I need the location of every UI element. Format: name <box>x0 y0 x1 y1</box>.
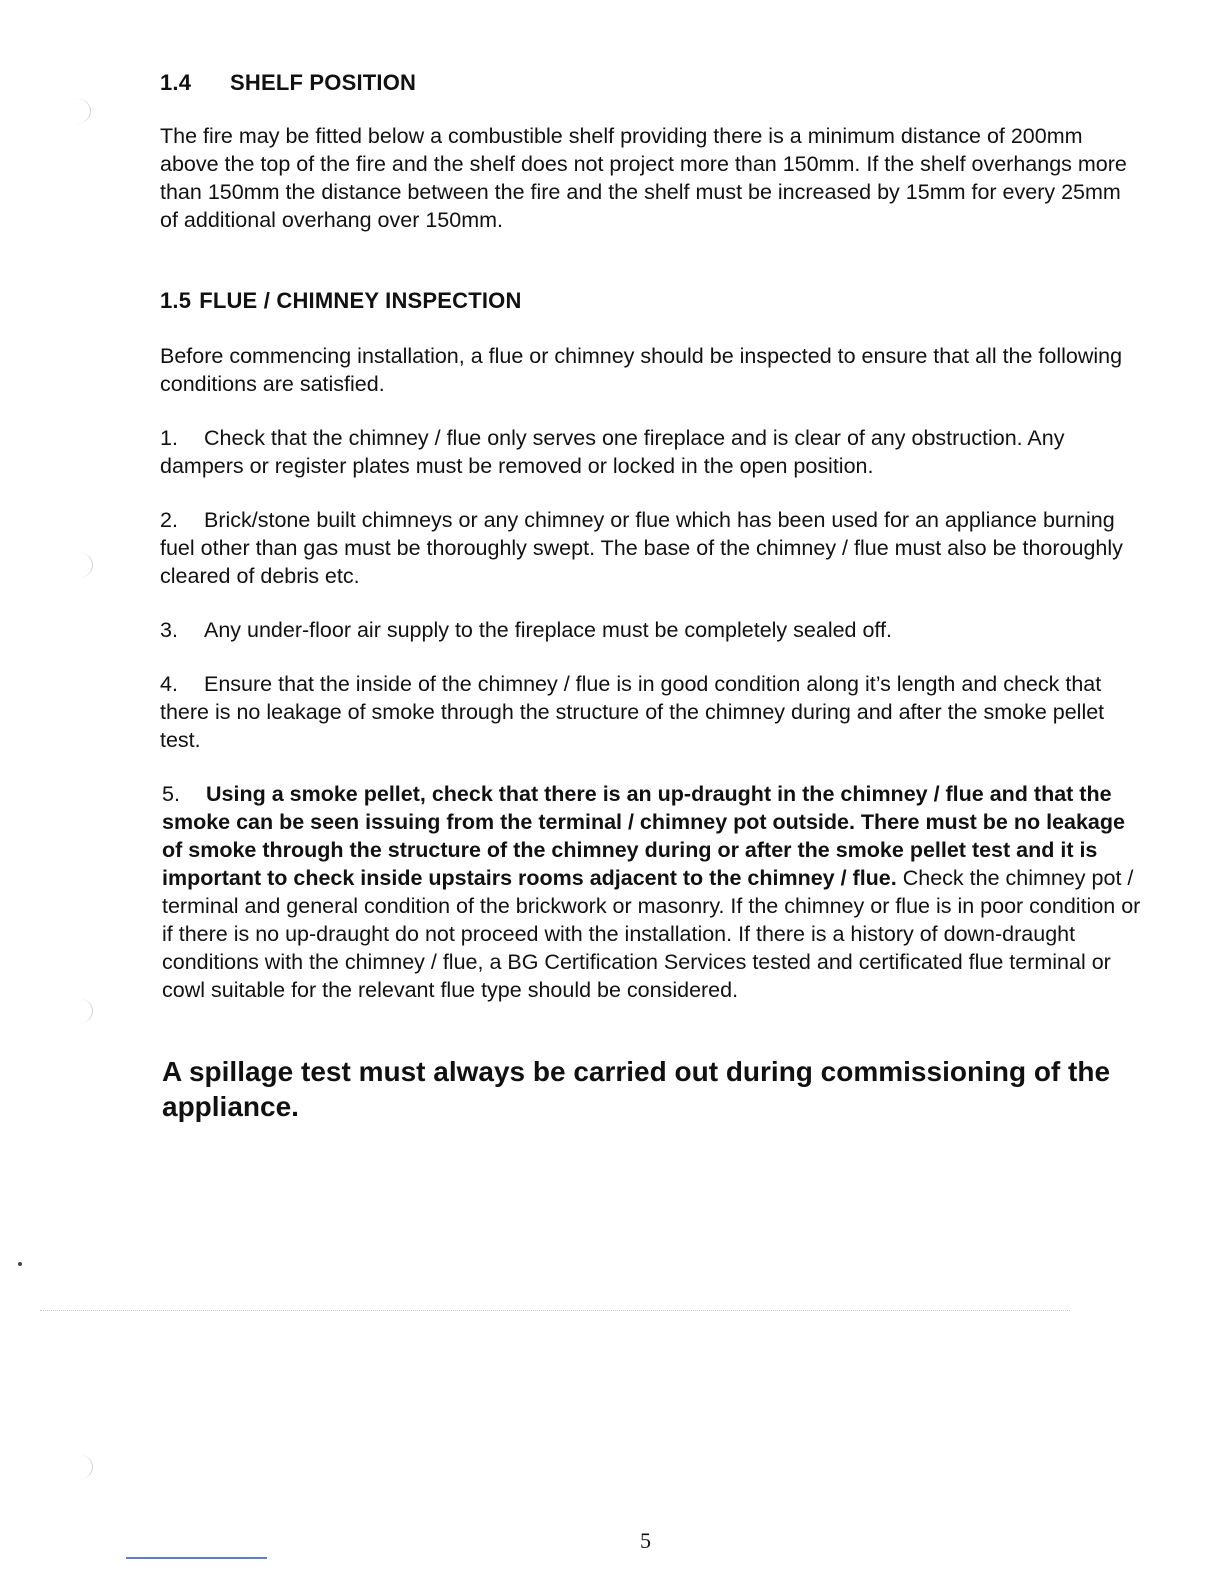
list-item-text: Any under-floor air supply to the fireplace must be completely sealed off. <box>204 618 892 642</box>
list-item <box>162 780 1142 1004</box>
section-heading-flue-inspection <box>160 288 522 314</box>
list-item-text: Check that the chimney / flue only serves one fireplace and is clear of any obstruction. Any dampers or register plates must be removed or locked in the open position. <box>160 426 1065 478</box>
spillage-test-warning: A spillage test must always be carried out during commissioning of the appliance. <box>162 1056 1111 1122</box>
list-item-text: Brick/stone built chimneys or any chimney or flue which has been used for an appliance burning fuel other than gas must be thoroughly swept. The base of the chimney / flue must also be thoroughly cleared of debris etc. <box>160 508 1123 588</box>
list-item-text: Check the chimney pot / terminal and general condition of the brickwork or masonry. If the chimney or flue is in poor condition or if there is no up-draught do not proceed with the installation. If there is a history of down-draught conditions with the chimney / flue, a BG Certification Services tested and certificated flue terminal or cowl suitable for the relevant flue type should be considered. <box>162 866 1141 1002</box>
list-item <box>160 670 1135 754</box>
footer-rule <box>126 1557 267 1559</box>
section-title: SHELF POSITION <box>230 70 417 95</box>
scan-artifact <box>60 98 91 124</box>
shelf-position-paragraph: The fire may be fitted below a combustible shelf providing there is a minimum distance of 200mm above the top of the fire and the shelf does not project more than 150mm. If the shelf overhangs more than 150mm the distance between the fire and the shelf must be increased by 15mm for every 25mm of additional overhang over 150mm. <box>160 124 1127 232</box>
list-item-text: Ensure that the inside of the chimney / flue is in good condition along it’s length and check that there is no leakage of smoke through the structure of the chimney during and after the smoke pellet test. <box>160 672 1105 752</box>
list-item <box>160 616 1135 644</box>
page-number: 5 <box>640 1528 651 1553</box>
scan-artifact <box>62 998 93 1024</box>
section-title: FLUE / CHIMNEY INSPECTION <box>199 288 522 313</box>
list-item-number: 1. <box>160 426 178 450</box>
list-item-number: 2. <box>160 508 178 532</box>
list-item-bold-text: Using a smoke pellet, check that there is an up-draught in the chimney / flue and that the smoke can be seen issuing from the terminal / chimney pot outside. There must be no leakage of smoke through the structure of the chimney during or after the smoke pellet test and it is important to check inside upstairs rooms adjacent to the chimney / flue <box>162 782 1125 890</box>
flue-inspection-intro: Before commencing installation, a flue or chimney should be inspected to ensure that all the following conditions are satisfied. <box>160 344 1123 396</box>
section-number: 1.4 <box>160 70 192 95</box>
list-item-number: 5. <box>162 782 180 806</box>
scan-artifact-line <box>40 1310 1070 1311</box>
list-item-bold-end: . <box>890 866 897 890</box>
list-item <box>160 506 1135 590</box>
list-item <box>160 424 1135 480</box>
list-item-number: 4. <box>160 672 178 696</box>
section-number: 1.5 <box>160 288 192 313</box>
scan-artifact <box>62 1454 93 1480</box>
scan-dot <box>18 1262 22 1266</box>
section-heading-shelf-position <box>160 70 416 96</box>
list-item-number: 3. <box>160 618 178 642</box>
scan-artifact <box>62 552 93 578</box>
